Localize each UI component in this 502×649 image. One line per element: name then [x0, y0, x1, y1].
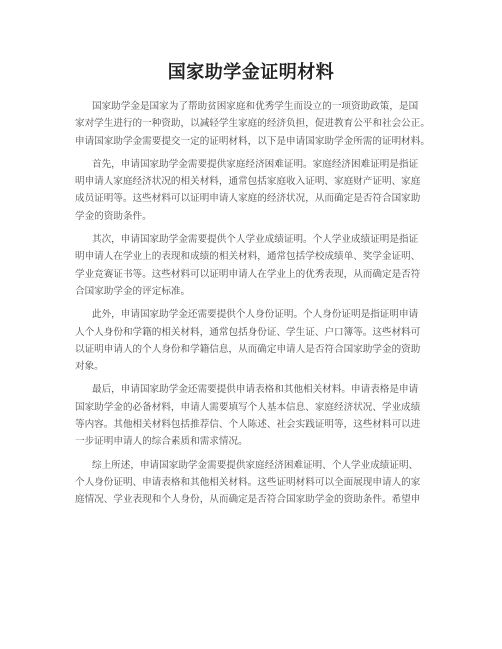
- paragraph-line: 人个人身份和学籍的相关材料，通常包括身份证、学生证、户口簿等。这些材料可: [75, 326, 421, 338]
- document-body: [75, 98, 435, 515]
- paragraph-first: [75, 156, 435, 225]
- paragraph-line: 成员证明等。这些材料可以证明申请人家庭的经济状况，从而确定是否符合国家助: [75, 193, 421, 205]
- document-title: 国家助学金证明材料: [167, 62, 335, 83]
- paragraph-line: 首先，申请国家助学金需要提供家庭经济困难证明。家庭经济困难证明是指证: [92, 158, 419, 170]
- paragraph-line: 国家助学金的必备材料，申请人需要填写个人基本信息、家庭经济状况、学业成绩: [75, 401, 421, 413]
- paragraph-line: 申请国家助学金需要提交一定的证明材料，以下是申请国家助学金所需的证明材料。: [75, 135, 430, 147]
- paragraph-line: 个人身份证明、申请表格和其他相关材料。这些证明材料可以全面展现申请人的家: [75, 476, 421, 488]
- paragraph-line: 以证明申请人的个人身份和学籍信息，从而确定申请人是否符合国家助学金的资助: [75, 343, 421, 355]
- paragraph-third: [75, 306, 435, 375]
- paragraph-conclusion: [75, 457, 435, 509]
- paragraph-fourth: [75, 381, 435, 450]
- paragraph-line: 最后，申请国家助学金还需要提供申请表格和其他相关材料。申请表格是申请: [92, 384, 419, 396]
- paragraph-intro: [75, 98, 435, 150]
- paragraph-line: 此外，申请国家助学金还需要提供个人身份证明。个人身份证明是指证明申请: [92, 309, 419, 321]
- paragraph-line: 等内容。其他相关材料包括推荐信、个人陈述、社会实践证明等，这些材料可以进: [75, 419, 421, 431]
- paragraph-line: 学金的资助条件。: [75, 210, 152, 222]
- paragraph-line: 其次，申请国家助学金需要提供个人学业成绩证明。个人学业成绩证明是指证: [92, 234, 419, 246]
- paragraph-line: 合国家助学金的评定标准。: [75, 285, 191, 297]
- paragraph-line: 庭情况、学业表现和个人身份，从而确定是否符合国家助学金的资助条件。希望申: [75, 494, 421, 506]
- paragraph-line: 明申请人家庭经济状况的相关材料，通常包括家庭收入证明、家庭财产证明、家庭: [75, 176, 421, 188]
- paragraph-line: 一步证明申请人的综合素质和需求情况。: [75, 436, 248, 448]
- paragraph-line: 学业竞赛证书等。这些材料可以证明申请人在学业上的优秀表现，从而确定是否符: [75, 268, 421, 280]
- paragraph-line: 明申请人在学业上的表现和成绩的相关材料，通常包括学校成绩单、奖学金证明、: [75, 251, 421, 263]
- paragraph-line: 国家助学金是国家为了帮助贫困家庭和优秀学生而设立的一项资助政策，是国: [92, 101, 419, 112]
- paragraph-line: 家对学生进行的一种资助，以减轻学生家庭的经济负担，促进教育公平和社会公正。: [75, 118, 430, 130]
- paragraph-second: [75, 231, 435, 300]
- paragraph-line: 对象。: [75, 361, 104, 373]
- paragraph-line: 综上所述，申请国家助学金需要提供家庭经济困难证明、个人学业成绩证明、: [92, 459, 419, 471]
